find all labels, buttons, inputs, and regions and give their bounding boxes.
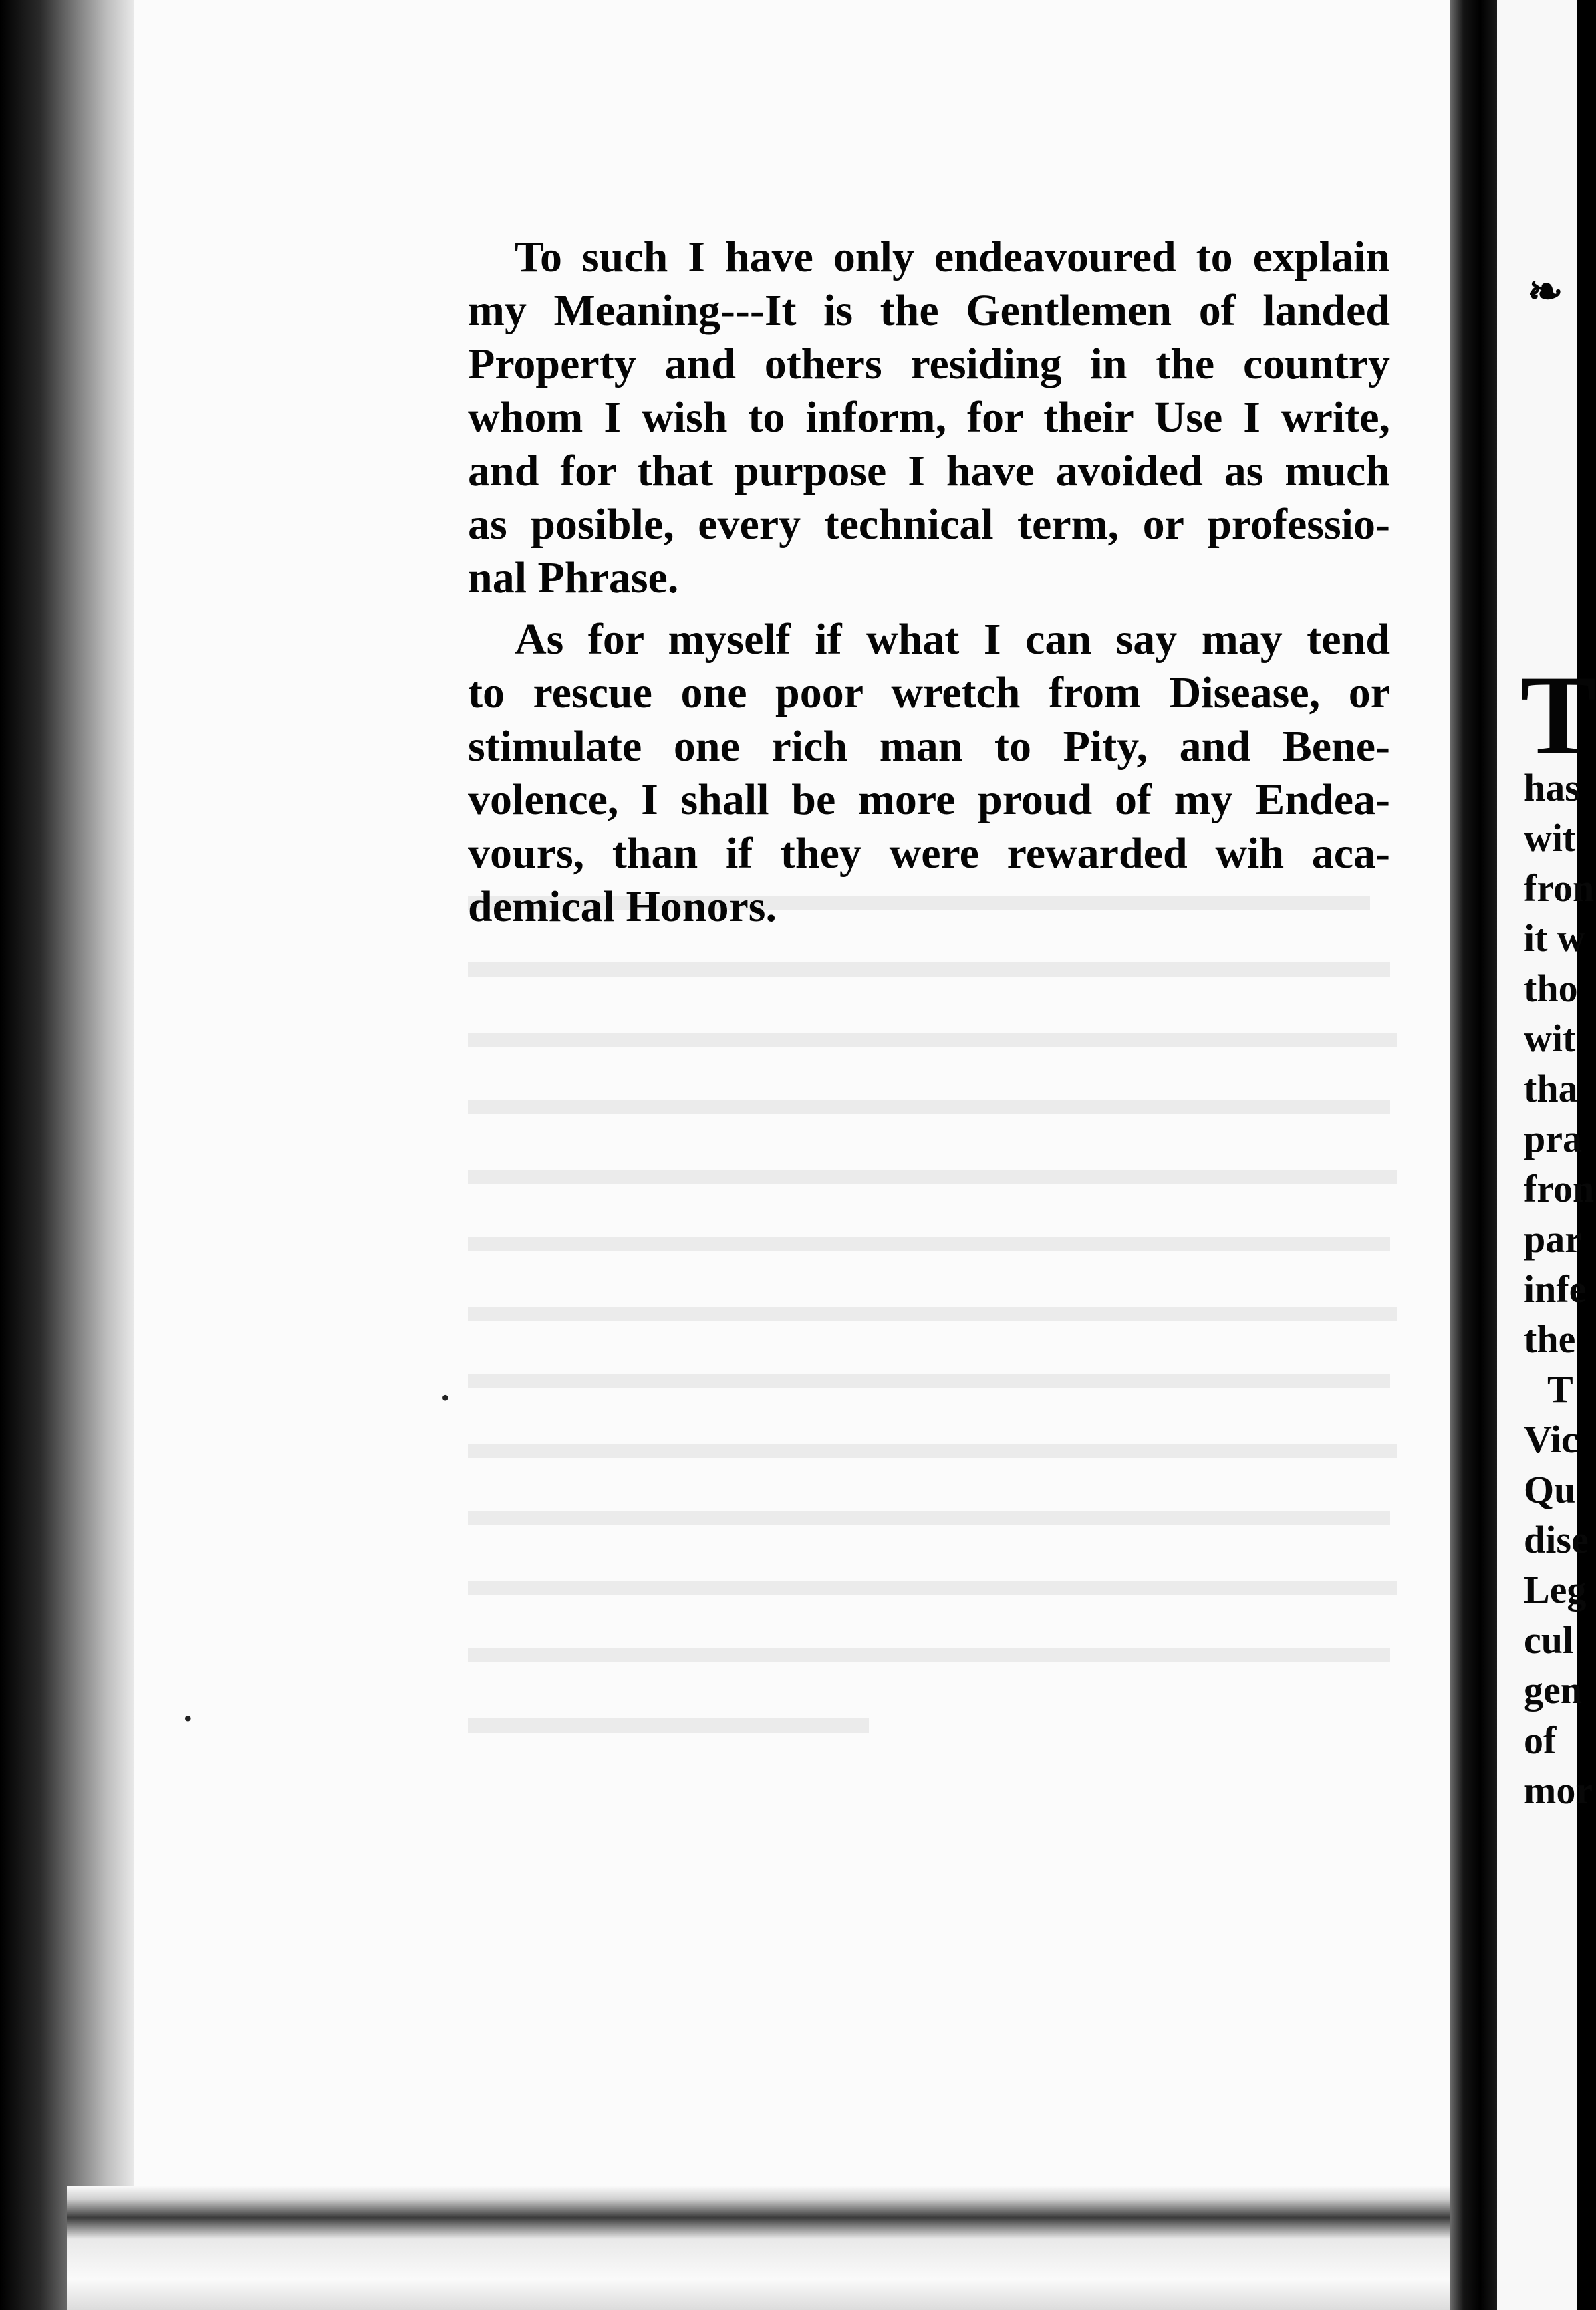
- text-line: As for myself if what I can say may tend: [515, 615, 1390, 664]
- line-fragment: Vic: [1524, 1418, 1579, 1461]
- line-fragment: it w: [1524, 916, 1585, 960]
- text-line: nal Phrase.: [468, 553, 679, 602]
- line-fragment: cul: [1524, 1618, 1574, 1662]
- text-line: whom I wish to inform, for their Use I write,: [468, 393, 1390, 442]
- line-fragment: par: [1524, 1217, 1582, 1261]
- line-fragment: of: [1524, 1718, 1557, 1762]
- text-line: vours, than if they were rewarded wih aca-: [468, 829, 1390, 878]
- book-gutter: [1450, 0, 1497, 2310]
- paragraph-2: [468, 613, 1390, 934]
- left-page-text: [468, 231, 1390, 934]
- ink-speck: •: [184, 1705, 192, 1732]
- text-line: my Meaning---It is the Gentlemen of landed: [468, 286, 1390, 335]
- text-line: volence, I shall be more proud of my Endea-: [468, 775, 1390, 824]
- line-fragment: tho: [1524, 967, 1578, 1010]
- right-page-text-fragments: [1517, 0, 1595, 2310]
- ornament-glyph: ❧: [1527, 268, 1563, 315]
- text-line: demical Honors.: [468, 882, 777, 931]
- page-bottom-fold: [67, 2186, 1457, 2310]
- text-line: stimulate one rich man to Pity, and Bene-: [468, 722, 1390, 771]
- line-fragment: wit: [1524, 816, 1576, 860]
- line-fragment: Qu: [1524, 1468, 1576, 1511]
- text-line: Property and others residing in the country: [468, 340, 1390, 388]
- book-edge-left: [0, 0, 154, 2310]
- ink-speck: •: [441, 1384, 450, 1411]
- line-fragment: the: [1524, 1317, 1576, 1361]
- text-line: to rescue one poor wretch from Disease, or: [468, 668, 1390, 717]
- line-fragment: fron: [1524, 1167, 1595, 1210]
- text-line: and for that purpose I have avoided as much: [468, 446, 1390, 495]
- text-line: as posible, every technical term, or professio-: [468, 500, 1390, 549]
- line-fragment: Leg: [1524, 1568, 1587, 1612]
- line-fragment: dise: [1524, 1518, 1589, 1561]
- line-fragment: has: [1524, 766, 1580, 809]
- line-fragment: mor: [1524, 1769, 1593, 1812]
- line-fragment: gen: [1524, 1668, 1582, 1712]
- line-fragment: pra: [1524, 1117, 1582, 1160]
- drop-cap-letter: T: [1520, 652, 1596, 778]
- line-fragment: infe: [1524, 1267, 1587, 1311]
- line-fragment: tha: [1524, 1067, 1578, 1110]
- paragraph-1: [468, 231, 1390, 605]
- line-fragment: T: [1547, 1368, 1573, 1411]
- text-line: To such I have only endeavoured to explain: [515, 233, 1390, 281]
- line-fragment: fron: [1524, 866, 1595, 910]
- line-fragment: wit: [1524, 1017, 1576, 1060]
